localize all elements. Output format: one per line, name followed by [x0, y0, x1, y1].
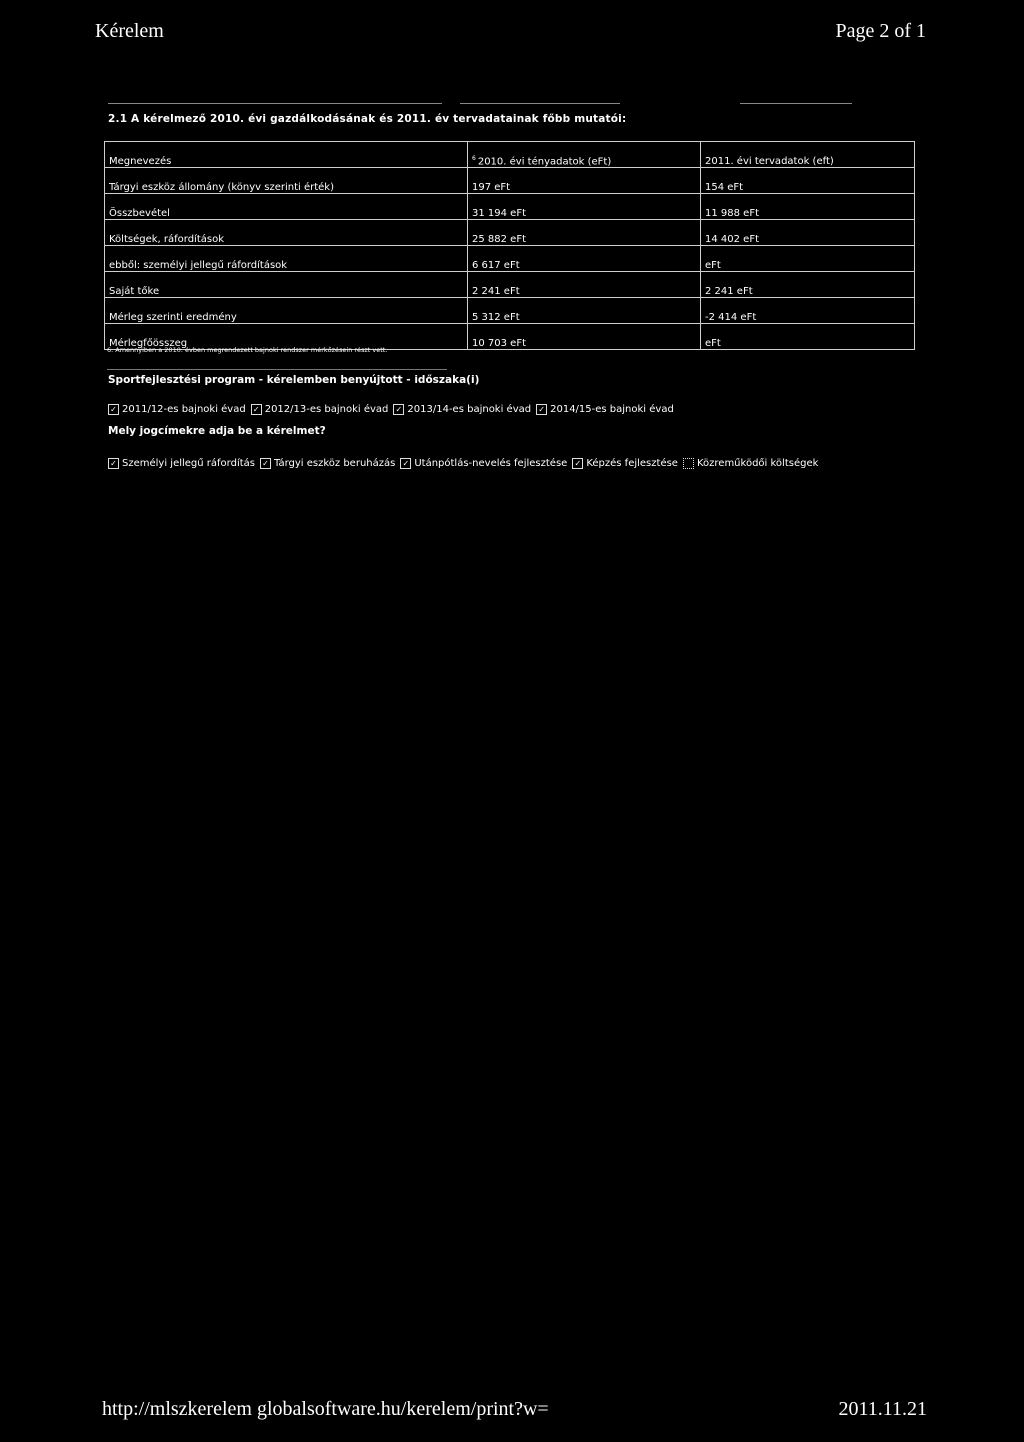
- season-label: 2011/12-es bajnoki évad: [122, 404, 246, 415]
- title-option[interactable]: [572, 458, 678, 469]
- row-value-2010: 6 617 eFt: [468, 246, 701, 272]
- footnote-marker: 6: [472, 154, 476, 162]
- row-value-2011: eFt: [701, 246, 915, 272]
- footer-url: http://mlszkerelem globalsoftware.hu/kerelem/print?w=: [102, 1398, 549, 1420]
- title-option[interactable]: [260, 458, 395, 469]
- divider: [108, 103, 442, 104]
- program-heading: Sportfejlesztési program - kérelemben benyújtott - időszaka(i): [108, 374, 480, 386]
- row-label: Összbevétel: [105, 194, 468, 220]
- col-header-2011: 2011. évi tervadatok (eft): [701, 142, 915, 168]
- season-option[interactable]: [251, 404, 389, 415]
- divider: [460, 103, 620, 104]
- checkbox-checked-icon[interactable]: ✓: [251, 404, 262, 415]
- row-label: Tárgyi eszköz állomány (könyv szerinti érték): [105, 168, 468, 194]
- title-label: Közreműködői költségek: [696, 458, 819, 469]
- checkbox-checked-icon[interactable]: ✓: [572, 458, 583, 469]
- season-label: 2013/14-es bajnoki évad: [407, 404, 532, 415]
- footer-date: 2011.11.21: [838, 1398, 927, 1420]
- titles-question: Mely jogcímekre adja be a kérelmet?: [108, 425, 326, 437]
- row-label: ebből: személyi jellegű ráfordítások: [105, 246, 468, 272]
- title-label: Képzés fejlesztése: [586, 458, 678, 469]
- season-options: [108, 404, 679, 415]
- title-label: Személyi jellegű ráfordítás: [122, 458, 255, 469]
- checkbox-checked-icon[interactable]: ✓: [108, 404, 119, 415]
- row-value-2011: -2 414 eFt: [701, 298, 915, 324]
- row-value-2011: 11 988 eFt: [701, 194, 915, 220]
- table-header-row: [105, 142, 915, 168]
- row-value-2010: 10 703 eFt: [468, 324, 701, 350]
- title-label: Tárgyi eszköz beruházás: [274, 458, 396, 469]
- title-option[interactable]: [400, 458, 567, 469]
- checkbox-checked-icon[interactable]: ✓: [400, 458, 411, 469]
- row-label: Saját tőke: [105, 272, 468, 298]
- title-options: [108, 458, 823, 469]
- checkbox-checked-icon[interactable]: ✓: [536, 404, 547, 415]
- col-header-name: Megnevezés: [105, 142, 468, 168]
- row-label: Mérleg szerinti eredmény: [105, 298, 468, 324]
- row-value-2010: 25 882 eFt: [468, 220, 701, 246]
- table-row: [105, 298, 915, 324]
- row-value-2011: eFt: [701, 324, 915, 350]
- table-row: [105, 246, 915, 272]
- indicators-table: [104, 141, 915, 350]
- checkbox-checked-icon[interactable]: ✓: [108, 458, 119, 469]
- row-label: Költségek, ráfordítások: [105, 220, 468, 246]
- footnote: 6. Amennyiben a 2010. évben megrendezett bajnoki rendszer mérkőzésein részt vett.: [107, 346, 388, 354]
- season-option[interactable]: [536, 404, 674, 415]
- row-label: Mérlegfőösszeg: [105, 324, 468, 350]
- divider: [740, 103, 852, 104]
- row-value-2011: 154 eFt: [701, 168, 915, 194]
- table-row: [105, 168, 915, 194]
- row-value-2010: 31 194 eFt: [468, 194, 701, 220]
- table-row: [105, 194, 915, 220]
- checkbox-unchecked-icon[interactable]: [683, 458, 694, 469]
- season-label: 2014/15-es bajnoki évad: [550, 404, 674, 415]
- title-option[interactable]: [683, 458, 818, 469]
- season-label: 2012/13-es bajnoki évad: [264, 404, 389, 415]
- col-header-2010-label: 2010. évi tényadatok (eFt): [477, 156, 612, 167]
- page-count: Page 2 of 1: [835, 20, 926, 42]
- title-label: Utánpótlás-nevelés fejlesztése: [414, 458, 568, 469]
- table-row: [105, 272, 915, 298]
- title-option[interactable]: [108, 458, 255, 469]
- row-value-2010: 197 eFt: [468, 168, 701, 194]
- divider: [107, 369, 447, 370]
- page-title: Kérelem: [95, 20, 164, 42]
- row-value-2011: 2 241 eFt: [701, 272, 915, 298]
- season-option[interactable]: [108, 404, 246, 415]
- section-heading: 2.1 A kérelmező 2010. évi gazdálkodásának és 2011. év tervadatainak főbb mutatói:: [108, 113, 627, 125]
- checkbox-checked-icon[interactable]: ✓: [393, 404, 404, 415]
- row-value-2011: 14 402 eFt: [701, 220, 915, 246]
- table-row: [105, 220, 915, 246]
- checkbox-checked-icon[interactable]: ✓: [260, 458, 271, 469]
- season-option[interactable]: [393, 404, 531, 415]
- row-value-2010: 5 312 eFt: [468, 298, 701, 324]
- col-header-2010: [468, 142, 701, 168]
- row-value-2010: 2 241 eFt: [468, 272, 701, 298]
